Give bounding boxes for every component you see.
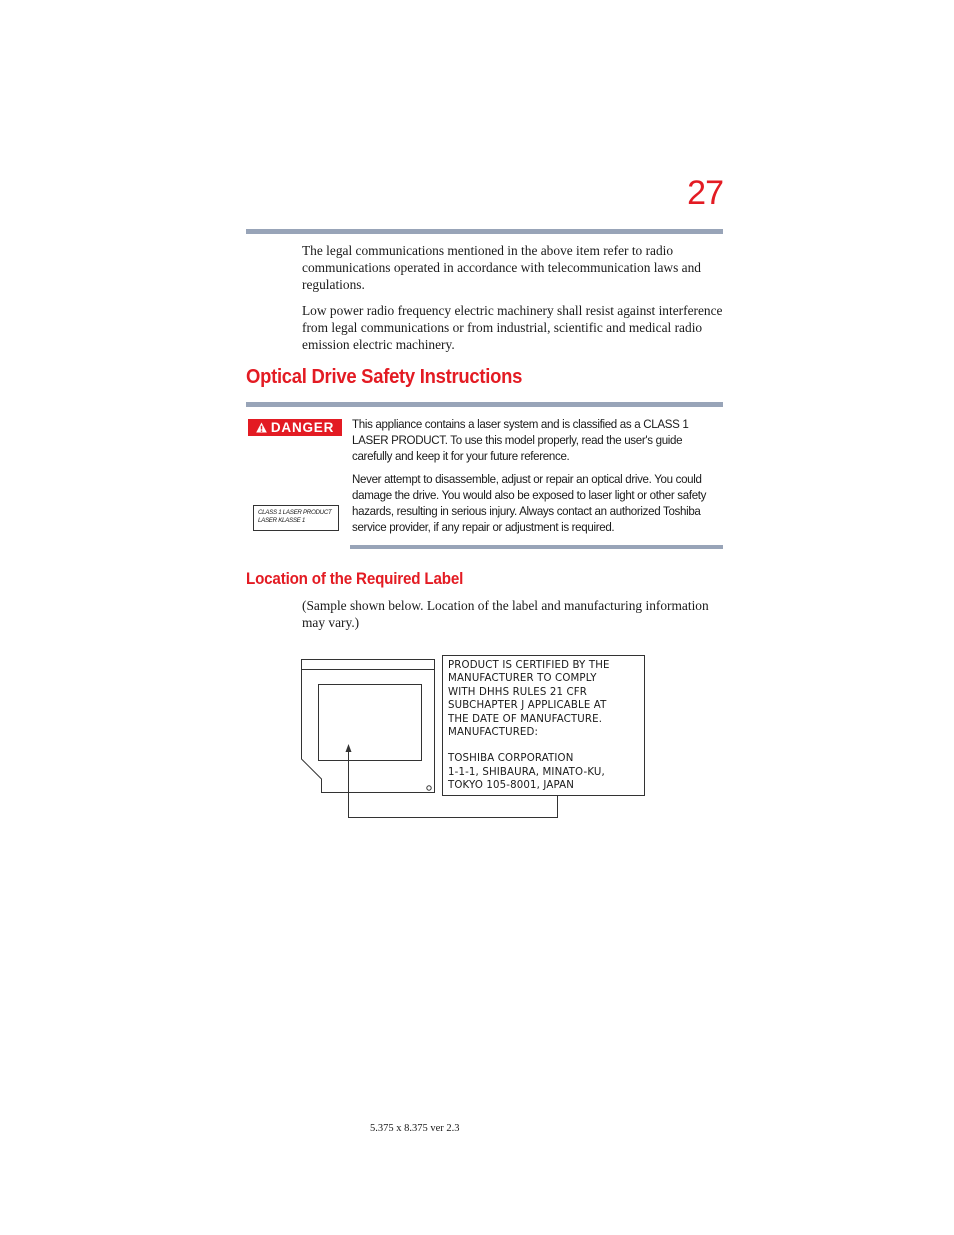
intro-text [302,242,724,361]
cert-line: PRODUCT IS CERTIFIED BY THE [448,660,610,671]
danger-rule [350,545,723,549]
cert-line: 1-1-1, SHIBAURA, MINATO-KU, [448,766,605,778]
arrow-head [346,744,352,752]
cert-line: TOKYO 105-8001, JAPAN [448,780,575,792]
certification-label-box [442,655,645,796]
intro-paragraph-1: The legal communications mentioned in the above item refer to radio communications operated in accordance with telecommunication laws and regulations. [302,243,701,293]
danger-label: DANGER [270,420,335,435]
page-number: 27 [687,174,723,212]
cert-line: SUBCHAPTER J APPLICABLE AT [448,700,607,712]
label-area [319,685,422,761]
laser-label-line1: CLASS 1 LASER PRODUCT [258,509,332,516]
cert-line: WITH DHHS RULES 21 CFR [448,686,587,698]
danger-text [352,416,724,542]
subsection-title: Location of the Required Label [246,570,464,588]
header-rule [246,229,723,234]
danger-badge [248,419,342,436]
intro-paragraph-2: Low power radio frequency electric machinery shall resist against interference from legal communications or from industrial, scientific and medical radio emission electric machinery. [302,302,723,353]
laser-label-line2: LASER KLASSE 1 [258,517,306,524]
danger-paragraph-1: This appliance contains a laser system and is classified as a CLASS 1 LASER PRODUCT. To use this model properly, read the user's guide carefully and keep it for your future reference. [352,417,689,463]
cert-line: TOSHIBA CORPORATION [448,753,574,765]
section-title: Optical Drive Safety Instructions [246,365,523,388]
screw-hole [427,786,431,790]
cert-line: THE DATE OF MANUFACTURE. [448,713,603,725]
footer-version: 5.375 x 8.375 ver 2.3 [370,1123,460,1134]
danger-paragraph-2: Never attempt to disassemble, adjust or repair an optical drive. You could damage the drive. You would also be exposed to laser light or other safety hazards, resulting in serious injury. Always contact an authorized Toshiba service provider, if any repair or adjustment is required. [352,472,707,534]
warning-icon [256,422,267,433]
cert-spacer [448,739,639,752]
drive-outline [302,660,435,793]
sample-note: (Sample shown below. Location of the label and manufacturing information may vary.) [302,598,709,631]
section-rule [246,402,723,407]
cert-line: MANUFACTURED: [448,727,539,739]
cert-line: MANUFACTURER TO COMPLY [448,673,597,685]
laser-class-label [253,505,339,531]
